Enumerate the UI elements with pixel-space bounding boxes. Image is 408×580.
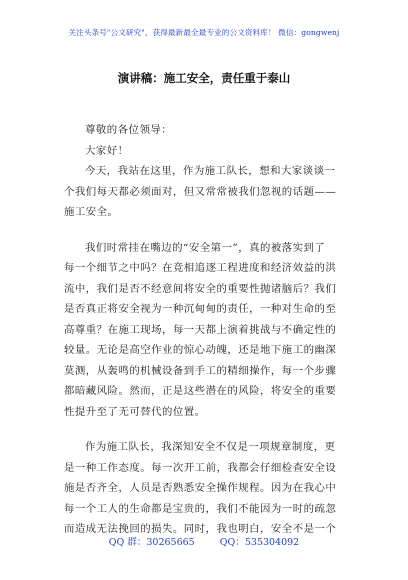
paragraph-line: 是否真正将安全视为一种沉甸甸的责任，一种对生命的至 (64, 303, 337, 315)
greeting-line: 大家好！ (85, 144, 129, 157)
paragraph-line: 莫测，从轰鸣的机械设备到手工的精细操作，每一个步骤 (64, 364, 337, 377)
salutation-line: 尊敬的各位领导： (85, 124, 173, 136)
footer-qq-number: QQ：535304092 (219, 537, 300, 548)
paragraph-line: 今天，我站在这里，作为施工队长，想和大家谈谈一 (85, 165, 336, 177)
paragraph-line: 较量。无论是高空作业的惊心动魄，还是地下施工的幽深 (64, 344, 337, 356)
paragraph-line: 是一种工作态度。每一次开工前，我都会仔细检查安全设 (64, 461, 337, 474)
paragraph-line: 都暗藏风险。然而，正是这些潜在的风险，将安全的重要 (64, 385, 337, 397)
paragraph-line: 流中，我们是否不经意间将安全的重要性抛诸脑后？我们 (64, 282, 337, 295)
footer-qq-group: QQ 群：30265665 (108, 537, 195, 548)
paragraph-line: 施工安全。 (64, 206, 119, 218)
paragraph-line: 性提升至了无可替代的位置。 (64, 405, 206, 418)
paragraph-gap (64, 422, 348, 437)
paragraph-line: 高尊重？在施工现场，每一天都上演着挑战与不确定性的 (64, 323, 337, 336)
paragraph-line: 我们时常挂在嘴边的“安全第一”，真的被落实到了 (85, 241, 326, 254)
document-title: 演讲稿：施工安全，责任重于泰山 (117, 71, 291, 85)
paragraph-gap (64, 223, 348, 238)
paragraph-line: 每一个工人的生命都是宝贵的，我们不能因为一时的疏忽 (64, 502, 337, 515)
paragraph-line: 个我们每天都必须面对，但又常常被我们忽视的话题—— (64, 185, 337, 198)
paragraph-line: 每一个细节之中吗？在竞相追逐工程进度和经济效益的洪 (64, 262, 337, 274)
paragraph-line: 作为施工队长，我深知安全不仅是一项规章制度，更 (85, 441, 336, 453)
footer-contact (0, 534, 408, 548)
paragraph-line: 施是否齐全，人员是否熟悉安全操作规程。因为在我心中 (64, 482, 337, 494)
document-body (64, 120, 348, 540)
header-note: 关注头条号"公文研究"，获得最新最全最专业的公文资料库！ 微信：gongwenj (68, 28, 340, 37)
paragraph-line: 而造成无法挽回的损失。同时，我也明白，安全不是一个 (64, 523, 337, 535)
